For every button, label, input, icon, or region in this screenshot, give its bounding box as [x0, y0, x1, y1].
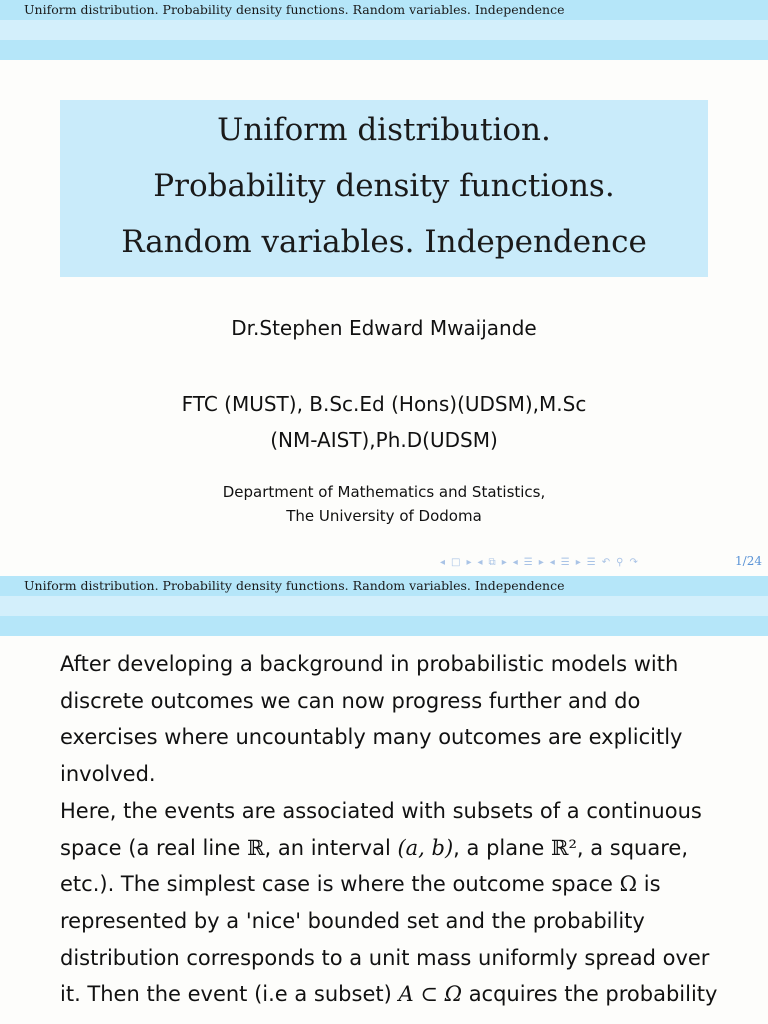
text-run: , a plane	[453, 835, 552, 860]
nav-section-next-icon[interactable]: ▸	[538, 556, 544, 568]
nav-doc-icon[interactable]: ☰	[560, 556, 570, 568]
nav-section-icon[interactable]: ☰	[523, 556, 533, 568]
nav-section-prev-icon[interactable]: ◂	[512, 556, 518, 568]
nav-subsection-icon[interactable]: ⧉	[488, 556, 496, 568]
author-credentials	[0, 386, 768, 458]
nav-frame-next-icon[interactable]: ▸	[466, 556, 472, 568]
interval-symbol: (a, b)	[397, 835, 454, 860]
text-run: , an interval	[264, 835, 398, 860]
paragraph: After developing a background in probabilistic models with discrete outcomes we can now progress further and do exercises where uncountably many outcomes are explicitly involved.	[60, 652, 683, 787]
header-stripe	[0, 20, 768, 40]
credentials-line: FTC (MUST), B.Sc.Ed (Hons)(UDSM),M.Sc	[181, 392, 587, 416]
nav-doc-next-icon[interactable]: ▸	[575, 556, 581, 568]
nav-back-icon[interactable]: ↶	[601, 556, 611, 568]
slide-2	[0, 576, 768, 1024]
subset-symbol: A ⊂ Ω	[398, 982, 463, 1007]
header-stripe	[0, 596, 768, 616]
slide-headline: Uniform distribution. Probability density functions. Random variables. Independence	[0, 576, 768, 596]
nav-doc-prev-icon[interactable]: ◂	[549, 556, 555, 568]
page-number: 1/24	[735, 554, 762, 568]
slide-body	[60, 646, 720, 1013]
nav-appendix-icon[interactable]: ☰	[586, 556, 596, 568]
header-stripe	[0, 40, 768, 60]
text-run: is represented by a 'nice' bounded set and the probability distribution corresponds to a unit mass uniformly spread over it. Then the event (i.e a subset)	[60, 872, 710, 1007]
paragraph	[60, 793, 720, 1013]
nav-subsection-next-icon[interactable]: ▸	[501, 556, 507, 568]
credentials-line: (NM-AIST),Ph.D(UDSM)	[270, 428, 498, 452]
department	[0, 480, 768, 528]
real-line-symbol: ℝ	[247, 835, 265, 860]
slide-headline: Uniform distribution. Probability density functions. Random variables. Independence	[0, 0, 768, 20]
nav-frame-prev-icon[interactable]: ◂	[440, 556, 446, 568]
nav-frame-icon[interactable]: □	[451, 556, 461, 568]
author-name: Dr.Stephen Edward Mwaijande	[231, 316, 537, 340]
nav-search-icon[interactable]: ⚲	[616, 556, 624, 568]
title-box	[60, 100, 708, 277]
text-run: , a square, etc.). The simplest case is where the outcome space	[60, 835, 689, 897]
title-line: Random variables. Independence	[121, 224, 647, 260]
text-run: Here, the events are associated with subsets of a continuous space (a real line	[60, 798, 702, 860]
omega-symbol: Ω	[619, 872, 638, 897]
plane-symbol: ℝ²	[551, 835, 577, 860]
text-run: acquires the probability	[462, 982, 718, 1007]
title-line: Uniform distribution.	[217, 112, 551, 148]
department-line: Department of Mathematics and Statistics,	[222, 483, 546, 501]
title-line: Probability density functions.	[153, 168, 615, 204]
nav-forward-icon[interactable]: ↷	[629, 556, 638, 568]
header-stripe	[0, 616, 768, 636]
beamer-navigation	[440, 553, 638, 571]
department-line: The University of Dodoma	[286, 507, 482, 525]
nav-subsection-prev-icon[interactable]: ◂	[477, 556, 483, 568]
